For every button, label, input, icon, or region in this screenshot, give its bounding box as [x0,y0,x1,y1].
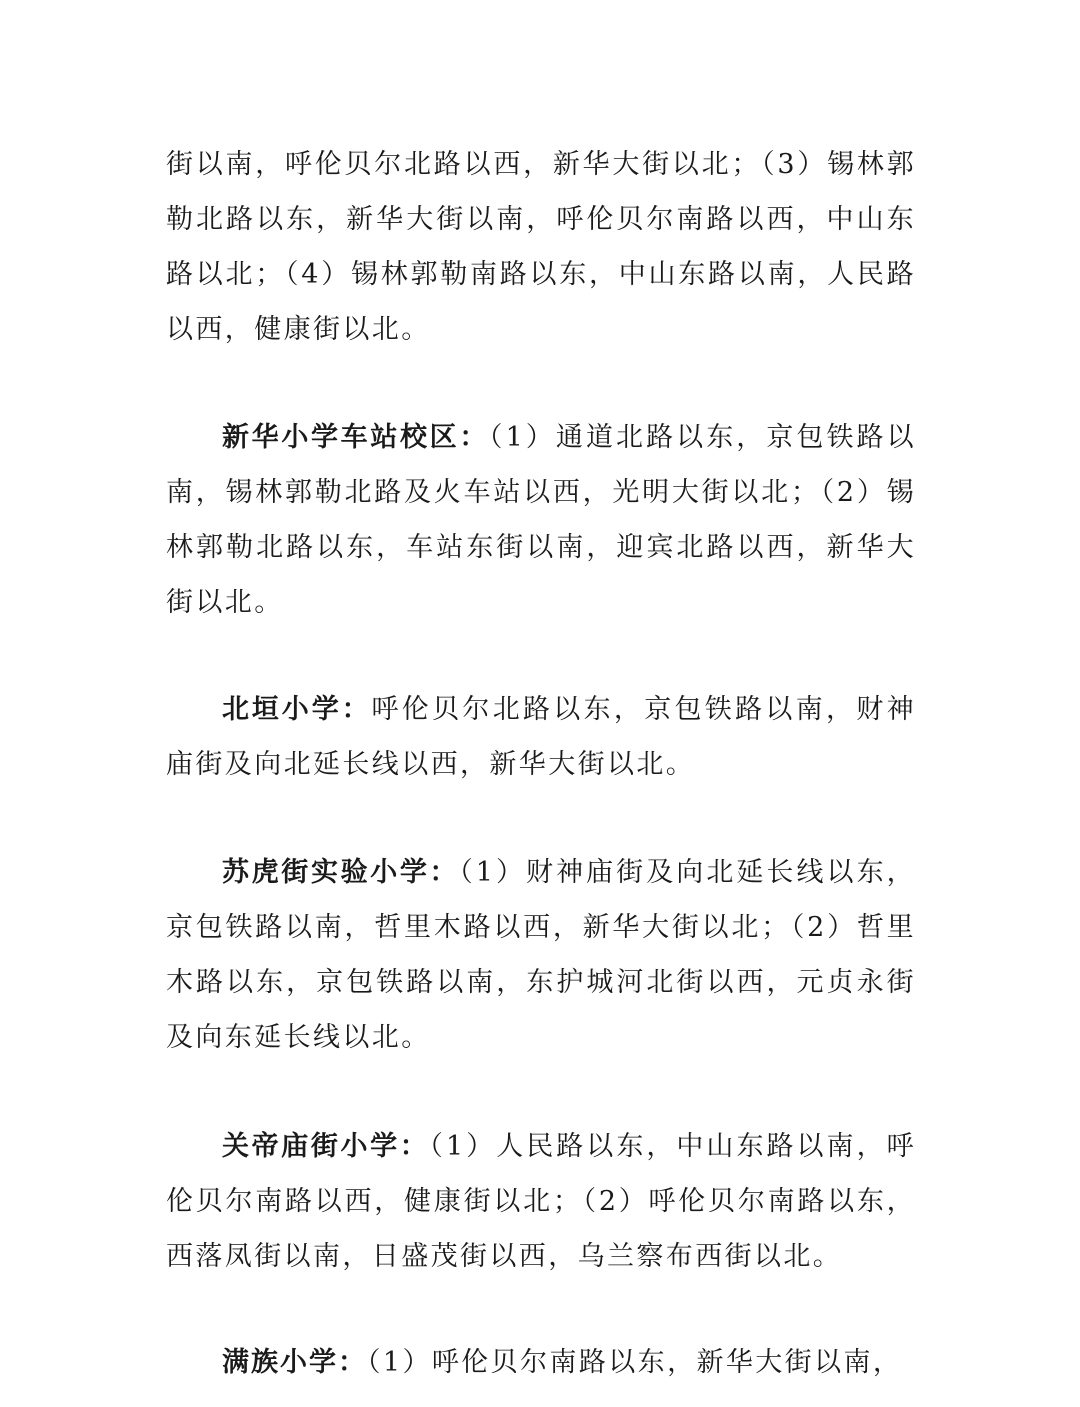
paragraph-text: （1）呼伦贝尔南路以东，新华大街以南， [367,1347,903,1378]
paragraph-continuation [166,137,916,357]
paragraph-text: （1）人民路以东，中山东路以南，呼伦贝尔南路以西，健康街以北；（2）呼伦贝尔南路以东，西落凤街以南，日盛茂街以西，乌兰察布西街以北。 [166,1131,916,1272]
paragraph-suhujie-school [166,845,916,1065]
paragraph-guandimiao-school [166,1119,916,1284]
school-name: 北垣小学： [222,694,372,725]
school-name: 关帝庙街小学： [222,1131,430,1162]
paragraph-beiyuan-school [166,682,916,792]
paragraph-manchu-school [166,1335,916,1390]
school-name: 苏虎街实验小学： [222,857,460,888]
paragraph-text: 街以南，呼伦贝尔北路以西，新华大街以北；（3）锡林郭勒北路以东，新华大街以南，呼伦贝尔南路以西，中山东路以北；（4）锡林郭勒南路以东，中山东路以南，人民路以西，健康街以北。 [166,149,916,345]
paragraph-text: 呼伦贝尔北路以东，京包铁路以南，财神庙街及向北延长线以西，新华大街以北。 [166,694,916,780]
paragraph-text: （1）通道北路以东，京包铁路以南，锡林郭勒北路及火车站以西，光明大街以北；（2）锡林郭勒北路以东，车站东街以南，迎宾北路以西，新华大街以北。 [166,422,916,618]
paragraph-xinhua-station-campus [166,410,916,630]
paragraph-text: （1）财神庙街及向北延长线以东，京包铁路以南，哲里木路以西，新华大街以北；（2）哲里木路以东，京包铁路以南，东护城河北街以西，元贞永街及向东延长线以北。 [166,857,917,1053]
school-name: 满族小学： [222,1347,367,1378]
school-name: 新华小学车站校区： [222,422,489,453]
